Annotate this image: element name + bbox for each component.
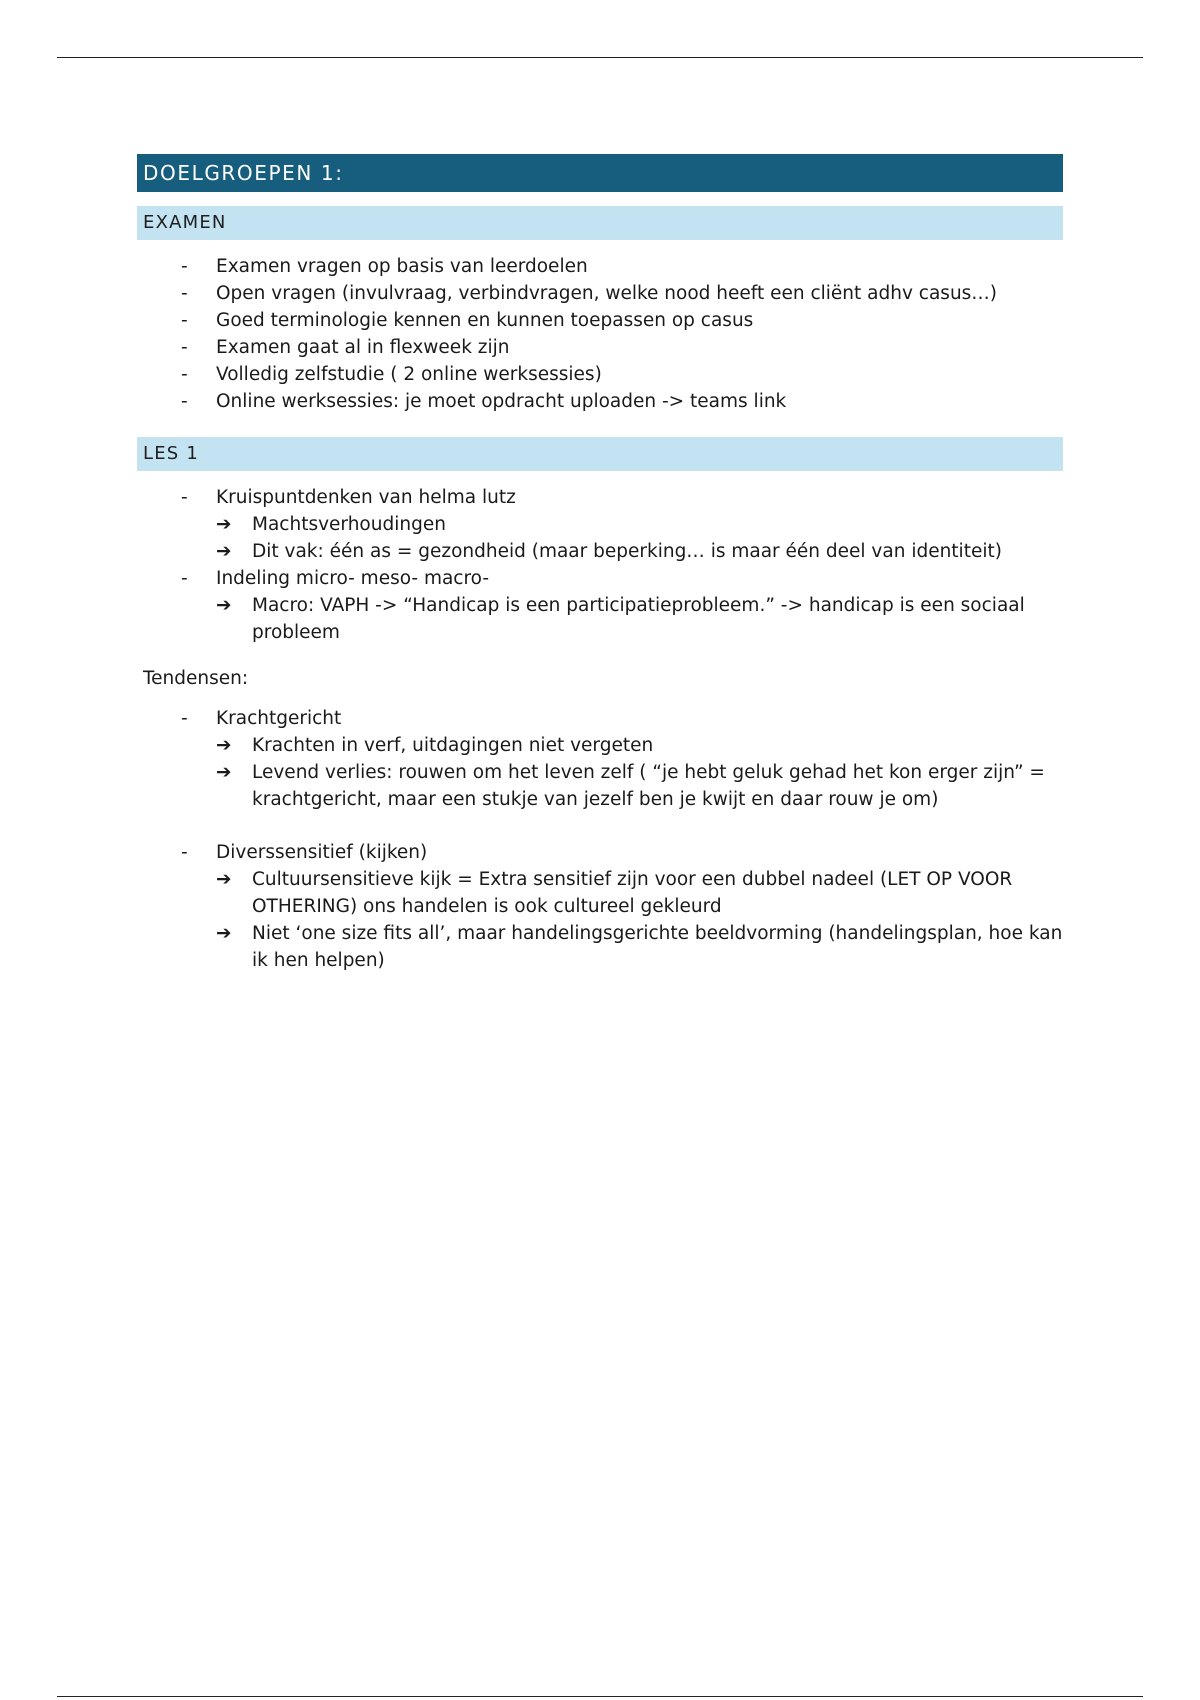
- les-1-list: [137, 484, 1063, 646]
- tendensen-list: [137, 705, 1063, 974]
- list-item-text: Goed terminologie kennen en kunnen toepassen op casus: [216, 310, 754, 331]
- sub-list-item-text: Levend verlies: rouwen om het leven zelf ( “je hebt geluk gehad het kon erger zijn” = krachtgericht, maar een stukje van jezelf ben je kwijt en daar rouw je om): [252, 762, 1045, 810]
- sub-list: [216, 592, 1063, 646]
- dash-bullet-icon: -: [181, 310, 188, 331]
- list-item: [137, 388, 1063, 415]
- tendensen-label: Tendensen:: [143, 668, 249, 689]
- sub-list-item-text: Macro: VAPH -> “Handicap is een participatieprobleem.” -> handicap is een sociaal probleem: [252, 595, 1025, 643]
- sub-list: [216, 866, 1063, 974]
- footer-rule: [57, 1696, 1143, 1697]
- sub-list-item-text: Cultuursensitieve kijk = Extra sensitief zijn voor een dubbel nadeel (LET OP VOOR OTHERING) ons handelen is ook cultureel gekleurd: [252, 869, 1013, 917]
- sub-list-item: [216, 759, 1063, 813]
- sub-list-item-text: Machtsverhoudingen: [252, 514, 446, 535]
- sub-list-item-text: Krachten in verf, uitdagingen niet vergeten: [252, 735, 654, 756]
- dash-bullet-icon: -: [181, 487, 188, 508]
- arrow-right-icon: ➔: [216, 923, 232, 944]
- list-item-text: Volledig zelfstudie ( 2 online werksessies): [216, 364, 602, 385]
- list-item: [137, 565, 1063, 646]
- examen-list: [137, 253, 1063, 415]
- list-item-text: Online werksessies: je moet opdracht uploaden -> teams link: [216, 391, 787, 412]
- arrow-right-icon: ➔: [216, 869, 232, 890]
- dash-bullet-icon: -: [181, 256, 188, 277]
- list-item: [137, 280, 1063, 307]
- list-item-text: Open vragen (invulvraag, verbindvragen, welke nood heeft een cliënt adhv casus…): [216, 283, 998, 304]
- dash-bullet-icon: -: [181, 337, 188, 358]
- sub-list-item-text: Niet ‘one size fits all’, maar handelingsgerichte beeldvorming (handelingsplan, hoe kan ik hen helpen): [252, 923, 1063, 971]
- dash-bullet-icon: -: [181, 568, 188, 589]
- arrow-right-icon: ➔: [216, 514, 232, 535]
- list-item-text: Diverssensitief (kijken): [216, 842, 428, 863]
- dash-bullet-icon: -: [181, 391, 188, 412]
- sub-list-item-text: Dit vak: één as = gezondheid (maar beperking… is maar één deel van identiteit): [252, 541, 1002, 562]
- list-item: [137, 253, 1063, 280]
- sub-list: [216, 511, 1063, 565]
- dash-bullet-icon: -: [181, 842, 188, 863]
- list-item: [137, 705, 1063, 813]
- document-title: DOELGROEPEN 1:: [137, 154, 1063, 192]
- sub-list-item: [216, 866, 1063, 920]
- arrow-right-icon: ➔: [216, 595, 232, 616]
- dash-bullet-icon: -: [181, 364, 188, 385]
- sub-list-item: [216, 592, 1063, 646]
- document-body: [137, 154, 1063, 974]
- sub-list-item: [216, 511, 1063, 538]
- sub-list-item: [216, 538, 1063, 565]
- list-item-text: Examen vragen op basis van leerdoelen: [216, 256, 588, 277]
- list-item-text: Krachtgericht: [216, 708, 342, 729]
- section-heading-examen: EXAMEN: [137, 206, 1063, 240]
- arrow-right-icon: ➔: [216, 762, 232, 783]
- list-item: [137, 361, 1063, 388]
- sub-list: [216, 732, 1063, 813]
- list-item-text: Examen gaat al in flexweek zijn: [216, 337, 510, 358]
- arrow-right-icon: ➔: [216, 541, 232, 562]
- dash-bullet-icon: -: [181, 708, 188, 729]
- sub-list-item: [216, 920, 1063, 974]
- list-item: [137, 839, 1063, 974]
- header-rule: [57, 57, 1143, 58]
- dash-bullet-icon: -: [181, 283, 188, 304]
- list-item-text: Kruispuntdenken van helma lutz: [216, 487, 516, 508]
- sub-list-item: [216, 732, 1063, 759]
- list-item: [137, 484, 1063, 565]
- list-item: [137, 334, 1063, 361]
- list-item-text: Indeling micro- meso- macro-: [216, 568, 490, 589]
- section-heading-les-1: LES 1: [137, 437, 1063, 471]
- list-item: [137, 307, 1063, 334]
- arrow-right-icon: ➔: [216, 735, 232, 756]
